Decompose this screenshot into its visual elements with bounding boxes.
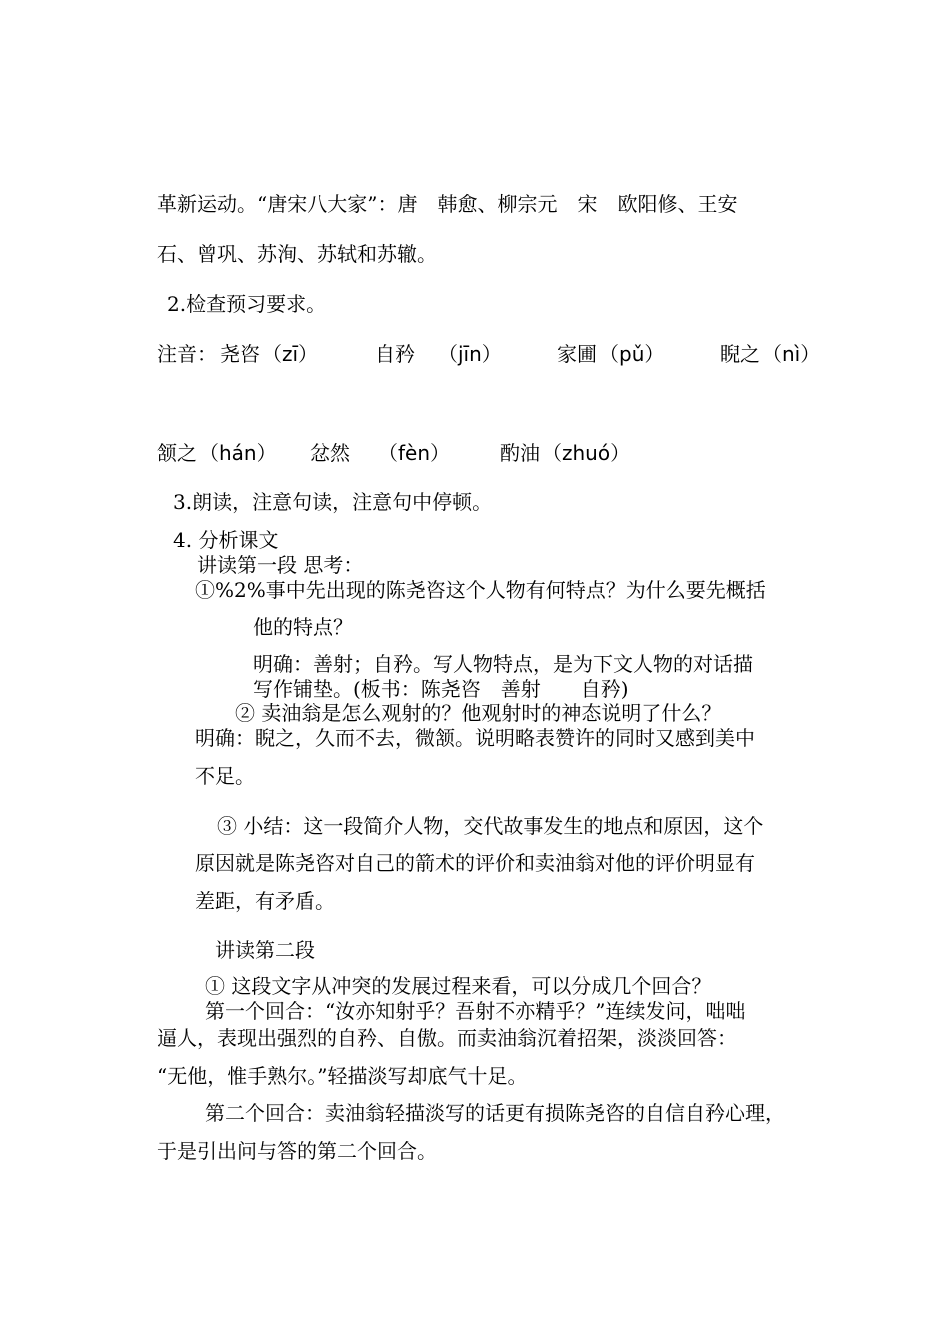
question-1-line-1: ①%2%事中先出现的陈尧咨这个人物有何特点？为什么要先概括 — [195, 578, 766, 602]
pinyin-word: 自矜 — [375, 342, 415, 366]
section-3-title: 3.朗读，注意句读，注意句中停顿。 — [173, 490, 493, 514]
round-1-line-1: 第一个回合：“汝亦知射乎？吾射不亦精乎？”连续发问，咄咄 — [205, 999, 746, 1023]
paragraph-2-heading: 讲读第二段 — [215, 938, 315, 962]
paragraph-1-heading: 讲读第一段 思考： — [197, 553, 364, 577]
pinyin-word: 忿然 — [310, 441, 350, 465]
round-2-line-2: 于是引出问与答的第二个回合。 — [157, 1139, 437, 1163]
summary-line-2: 原因就是陈尧咨对自己的箭术的评价和卖油翁对他的评价明显有 — [195, 851, 755, 875]
pinyin-word: 尧咨 — [220, 342, 260, 366]
intro-line-1: 革新运动。“唐宋八大家”：唐 韩愈、柳宗元 宋 欧阳修、王安 — [157, 192, 738, 216]
pinyin-word: 睨之 — [720, 342, 760, 366]
pinyin-reading: （nì） — [762, 342, 821, 366]
round-1-line-2: 逼人，表现出强烈的自矜、自傲。而卖油翁沉着招架，淡淡回答： — [157, 1026, 737, 1050]
pinyin-word: 颔之 — [157, 441, 197, 465]
question-2: ② 卖油翁是怎么观射的？他观射时的神态说明了什么？ — [235, 701, 722, 725]
pinyin-reading: （jīn） — [438, 342, 502, 366]
round-2-line-1: 第二个回合：卖油翁轻描淡写的话更有损陈尧咨的自信自矜心理， — [205, 1101, 785, 1125]
section-2-title: 2.检查预习要求。 — [167, 292, 327, 316]
summary-line-3: 差距，有矛盾。 — [195, 889, 335, 913]
pinyin-label: 注音： — [157, 342, 217, 366]
pinyin-word: 家圃 — [557, 342, 597, 366]
answer-1-line-1: 明确：善射；自矜。写人物特点，是为下文人物的对话描 — [253, 652, 753, 676]
pinyin-reading: （zhuó） — [542, 441, 631, 465]
section-4-title: 4. 分析课文 — [173, 528, 279, 552]
pinyin-reading: （pǔ） — [599, 342, 665, 366]
question-1-line-2: 他的特点？ — [253, 615, 353, 639]
answer-2-line-2: 不足。 — [195, 764, 255, 788]
intro-line-2: 石、曾巩、苏洵、苏轼和苏辙。 — [157, 242, 437, 266]
answer-2-line-1: 明确：睨之，久而不去，微颔。说明略表赞许的同时又感到美中 — [195, 726, 755, 750]
answer-1-line-2: 写作铺垫。(板书：陈尧咨 善射 自矜) — [253, 677, 629, 701]
paragraph-2-question-1: ① 这段文字从冲突的发展过程来看，可以分成几个回合？ — [205, 974, 712, 998]
round-1-line-3: “无他，惟手熟尔。”轻描淡写却底气十足。 — [157, 1064, 528, 1088]
pinyin-reading: （zī） — [262, 342, 319, 366]
pinyin-reading: （fèn） — [378, 441, 451, 465]
pinyin-word: 酌油 — [500, 441, 540, 465]
pinyin-reading: （hán） — [199, 441, 277, 465]
summary-line-1: ③ 小结：这一段简介人物，交代故事发生的地点和原因，这个 — [217, 814, 764, 838]
